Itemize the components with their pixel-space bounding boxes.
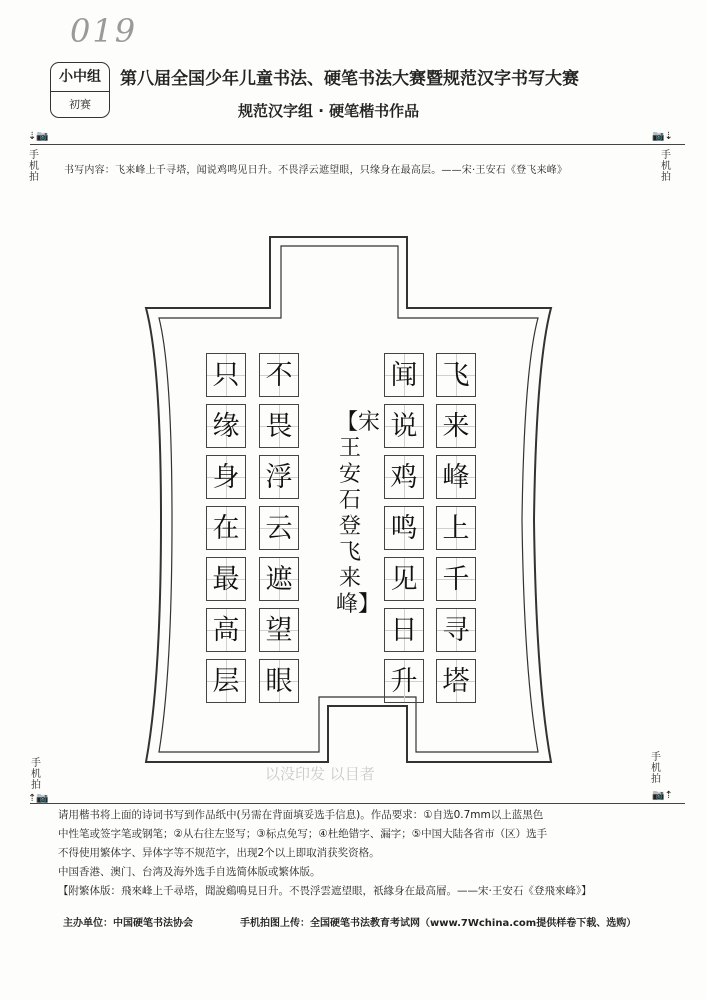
grid-cell: [384, 608, 424, 652]
handwritten-char: 缘: [212, 410, 240, 442]
attribution-text: 【宋 王安石 登飞来峰】: [336, 410, 381, 617]
camera-marker-bottom-right: 📷⇡: [652, 790, 673, 801]
grid-cell: [384, 557, 424, 601]
badge-group-label: 小中组: [51, 63, 109, 92]
grid-cell: [436, 659, 476, 703]
grid-cell: [259, 659, 299, 703]
phone-shot-label-bottom-left: 手机拍: [31, 758, 41, 791]
grid-cell: [206, 404, 246, 448]
handwritten-char: 望: [265, 614, 293, 646]
bleed-through-text: 以没印发 以目者: [265, 765, 375, 783]
handwritten-number: 019: [70, 12, 138, 50]
handwritten-char: 日: [390, 614, 418, 646]
grid-cell: [436, 404, 476, 448]
handwritten-char: 来: [442, 410, 470, 442]
grid-cell: [206, 455, 246, 499]
instruction-line: 不得使用繁体字、异体字等不规范字，出现2个以上即取消获奖资格。: [58, 847, 380, 859]
badge-round-label: 初赛: [69, 98, 91, 111]
camera-marker-top-right: 📷⇣: [652, 131, 673, 142]
instructions: [58, 806, 658, 901]
grid-cell: [436, 608, 476, 652]
handwritten-char: 层: [212, 665, 240, 697]
handwritten-char: 寻: [442, 614, 470, 646]
handwritten-char: 身: [212, 461, 240, 493]
page-title: 第八届全国少年儿童书法、硬笔书法大赛暨规范汉字书写大赛: [120, 69, 579, 89]
grid-cell: [206, 608, 246, 652]
instruction-line: 中国香港、澳门、台湾及海外选手自选简体版或繁体版。: [58, 866, 321, 878]
handwritten-char: 上: [442, 512, 470, 544]
footer-upload-info: 手机拍图上传：全国硬笔书法教育考试网（www.7Wchina.com提供样卷下载、选购）: [240, 918, 637, 929]
grid-cell: [384, 353, 424, 397]
footer-organizer: 主办单位：中国硬笔书法协会: [63, 918, 193, 929]
handwritten-char: 峰: [442, 461, 470, 493]
handwritten-char: 高: [212, 614, 240, 646]
grid-column-4: [206, 353, 246, 710]
handwritten-char: 塔: [442, 665, 470, 697]
grid-column-3: [259, 353, 299, 710]
grid-cell: [384, 404, 424, 448]
traditional-version: 【附繁体版：飛來峰上千尋塔，聞說鷄鳴見日升。不畏浮雲遮望眼，祇緣身在最高層。——宋·王安石《登飛來峰》】: [58, 885, 592, 897]
bottom-divider: [30, 803, 685, 804]
grid-cell: [384, 455, 424, 499]
grid-cell: [259, 353, 299, 397]
grid-cell: [259, 455, 299, 499]
handwritten-char: 飞: [442, 359, 470, 391]
grid-cell: [436, 455, 476, 499]
phone-shot-label-top-right: 手机拍: [661, 150, 671, 183]
instruction-line: 请用楷书将上面的诗词书写到作品纸中(另需在背面填妥选手信息)。作品要求：①自选0.7mm以上蓝黑色: [58, 809, 544, 821]
grid-cell: [436, 506, 476, 550]
handwritten-char: 遮: [265, 563, 293, 595]
handwritten-char: 浮: [265, 461, 293, 493]
writing-content: 书写内容：飞来峰上千寻塔，闻说鸡鸣见日升。不畏浮云遮望眼，只缘身在最高层。——宋·王安石《登飞来峰》: [64, 165, 568, 176]
handwritten-char: 在: [212, 512, 240, 544]
page-subtitle: 规范汉字组 · 硬笔楷书作品: [238, 102, 420, 120]
grid-cell: [384, 659, 424, 703]
handwritten-char: 说: [390, 410, 418, 442]
grid-cell: [259, 557, 299, 601]
handwritten-char: 鸣: [390, 512, 418, 544]
grid-cell: [206, 659, 246, 703]
handwritten-char: 最: [212, 563, 240, 595]
handwritten-char: 闻: [390, 359, 418, 391]
phone-shot-label-bottom-right: 手机拍: [651, 752, 661, 785]
handwritten-char: 千: [442, 563, 470, 595]
handwritten-char: 畏: [265, 410, 293, 442]
grid-cell: [206, 557, 246, 601]
grid-column-1: [436, 353, 476, 710]
grid-cell: [384, 506, 424, 550]
handwritten-char: 升: [390, 665, 418, 697]
handwritten-char: 云: [265, 512, 293, 544]
instruction-line: 中性笔或签字笔或钢笔；②从右往左竖写；③标点免写；④杜绝错字、漏字；⑤中国大陆各省市（区）选手: [58, 828, 548, 840]
handwritten-char: 不: [265, 359, 293, 391]
handwritten-char: 眼: [265, 665, 293, 697]
grid-cell: [259, 404, 299, 448]
handwritten-char: 只: [212, 359, 240, 391]
grid-cell: [206, 506, 246, 550]
handwritten-char: 鸡: [390, 461, 418, 493]
grid-cell: [436, 557, 476, 601]
grid-column-2: [384, 353, 424, 710]
grid-cell: [259, 608, 299, 652]
grid-cell: [436, 353, 476, 397]
phone-shot-label-top-left: 手机拍: [29, 150, 39, 183]
attribution-column: [332, 402, 381, 658]
camera-marker-bottom-left: ⇡📷: [28, 793, 49, 804]
grid-cell: [259, 506, 299, 550]
grid-cell: [206, 353, 246, 397]
camera-marker-top-left: ⇣📷: [28, 131, 49, 142]
handwritten-char: 见: [390, 563, 418, 595]
